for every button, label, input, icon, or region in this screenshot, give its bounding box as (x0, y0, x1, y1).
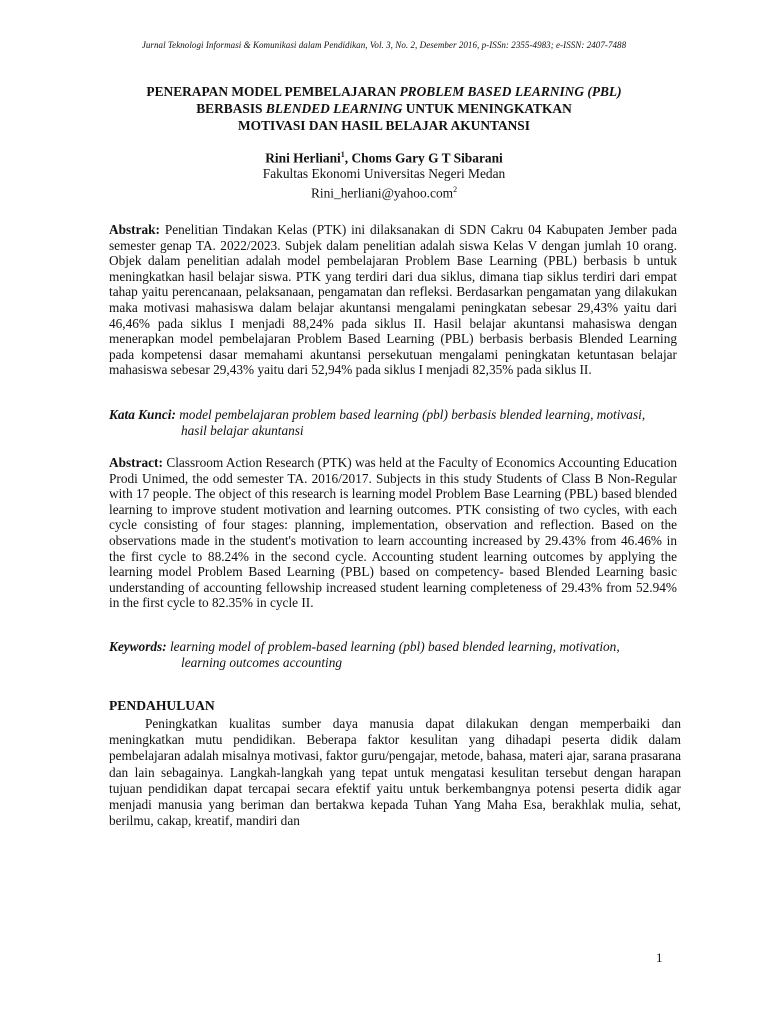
abstract-english (109, 455, 677, 611)
abstract-indonesian (109, 222, 677, 378)
introduction-paragraph: Peningkatkan kualitas sumber daya manusia dapat dilakukan dengan memperbaiki dan meningkatkan mutu pendidikan. Beberapa faktor kesulitan yang dihadapi peserta didik dalam pembelajaran adalah misalnya motivasi, faktor guru/pengajar, metode, bahasa, materi ajar, sarana prasarana dan lain sebagainya. Langkah-langkah yang tepat untuk mengatasi kesulitan tersebut dengan harapan tujuan pendidikan dapat tercapai secara efektif yaitu untuk berkembangnya potensi peserta didik agar menjadi manusia yang beriman dan bertakwa kepada Tuhan Yang Maha Esa, berakhlak mulia, sehat, berilmu, cakap, kreatif, mandiri dan (109, 716, 681, 829)
author-2: Choms Gary G T Sibarani (351, 150, 503, 166)
author-1: Rini Herliani (265, 150, 341, 166)
title-line-3: MOTIVASI DAN HASIL BELAJAR AKUNTANSI (238, 118, 530, 133)
keywords-english (109, 639, 677, 670)
author-email: Rini_herliani@yahoo.com$^2$ (310, 185, 458, 201)
keywords-id-label: Kata Kunci: (109, 407, 176, 422)
title-line-1: PENERAPAN MODEL PEMBELAJARAN PROBLEM BASED LEARNING (PBL) (146, 84, 622, 99)
keywords-indonesian (109, 407, 677, 438)
keywords-en-second-line: learning outcomes accounting (181, 654, 343, 670)
title-line-2: BERBASIS BLENDED LEARNING UNTUK MENINGKATKAN (196, 101, 572, 116)
paper-title (80, 83, 688, 134)
abstract-id-label: Abstrak: (109, 222, 160, 237)
abstract-en-text: Classroom Action Research (PTK) was held at the Faculty of Economics Accounting Education Prodi Unimed, the odd semester TA. 2016/2017. Subjects in this study Students of Class B Non-Regular with 17 people. The object of this research is learning model Problem Base Learning (PBL) based blended learning to improve student motivation and learning outcomes. PTK consisting of two cycles, with each cycle consisting of four stages: planning, implementation, observation and reflection. Based on the observations made in the student's motivation to learn accounting increased by 29.43% from 46.46% in the first cycle to 88.24% in the second cycle. Accounting student learning outcomes by applying the learning model Problem Based Learning (PBL) based on competency- based Blended Learning basic understanding of accounting fellowship increased student learning completeness of 29.43% from 52.94% in the first cycle to 82.35% in cycle II. (109, 455, 677, 611)
abstract-id-text: Penelitian Tindakan Kelas (PTK) ini dilaksanakan di SDN Cakru 04 Kabupaten Jember pada semester genap TA. 2022/2023. Subjek dalam penelitian adalah siswa Kelas V dengan jumlah 10 orang. Objek dalam penelitian adalah model pembelajaran Problem Base Learning (PBL) berbasis b untuk meningkatkan hasil belajar siswa. PTK yang terdiri dari dua siklus, dimana tiap siklus terdiri dari empat tahap yaitu perencanaan, pelaksanaan, pengamatan dan refleksi. Berdasarkan pengamatan yang dilakukan maka motivasi mahasiswa dalam belajar akuntansi mengalami peningkatan sebesar 29,43% yaitu dari 46,46% pada siklus I menjadi 88,24% pada siklus II. Hasil belajar akuntansi mahasiswa dengan menerapkan model pembelajaran Problem Based Learning (PBL) berbasis berbasis Blended Learning pada kompetensi dasar memahami akuntansi persekutuan mengalami peningkatan ketuntasan belajar mahasiswa sebesar 29,43% yaitu dari 52,94% pada siklus I menjadi 82,35% pada siklus II. (109, 222, 678, 378)
section-heading-pendahuluan: PENDAHULUAN (109, 698, 215, 713)
abstract-en-label: Abstract: (109, 455, 163, 470)
keywords-en-label: Keywords: (109, 639, 167, 654)
author-block (0, 147, 768, 202)
journal-running-header: Jurnal Teknologi Informasi & Komunikasi dalam Pendidikan, Vol. 3, No. 2, Desember 2016, p-ISSn: 2355-4983; e-ISSN: 2407-7488 (141, 40, 627, 50)
keywords-id-second-line: hasil belajar akuntansi (181, 422, 304, 438)
author-names: Rini Herliani$^1$, Choms Gary G T Sibarani (265, 150, 503, 166)
page-number: 1 (656, 950, 663, 965)
author-affiliation: Fakultas Ekonomi Universitas Negeri Medan (262, 166, 506, 182)
keywords-id-first-line: Kata Kunci: model pembelajaran problem based learning (pbl) berbasis blended learning, motivasi, (109, 407, 646, 422)
keywords-en-first-line: Keywords: learning model of problem-based learning (pbl) based blended learning, motivation, (109, 639, 620, 654)
